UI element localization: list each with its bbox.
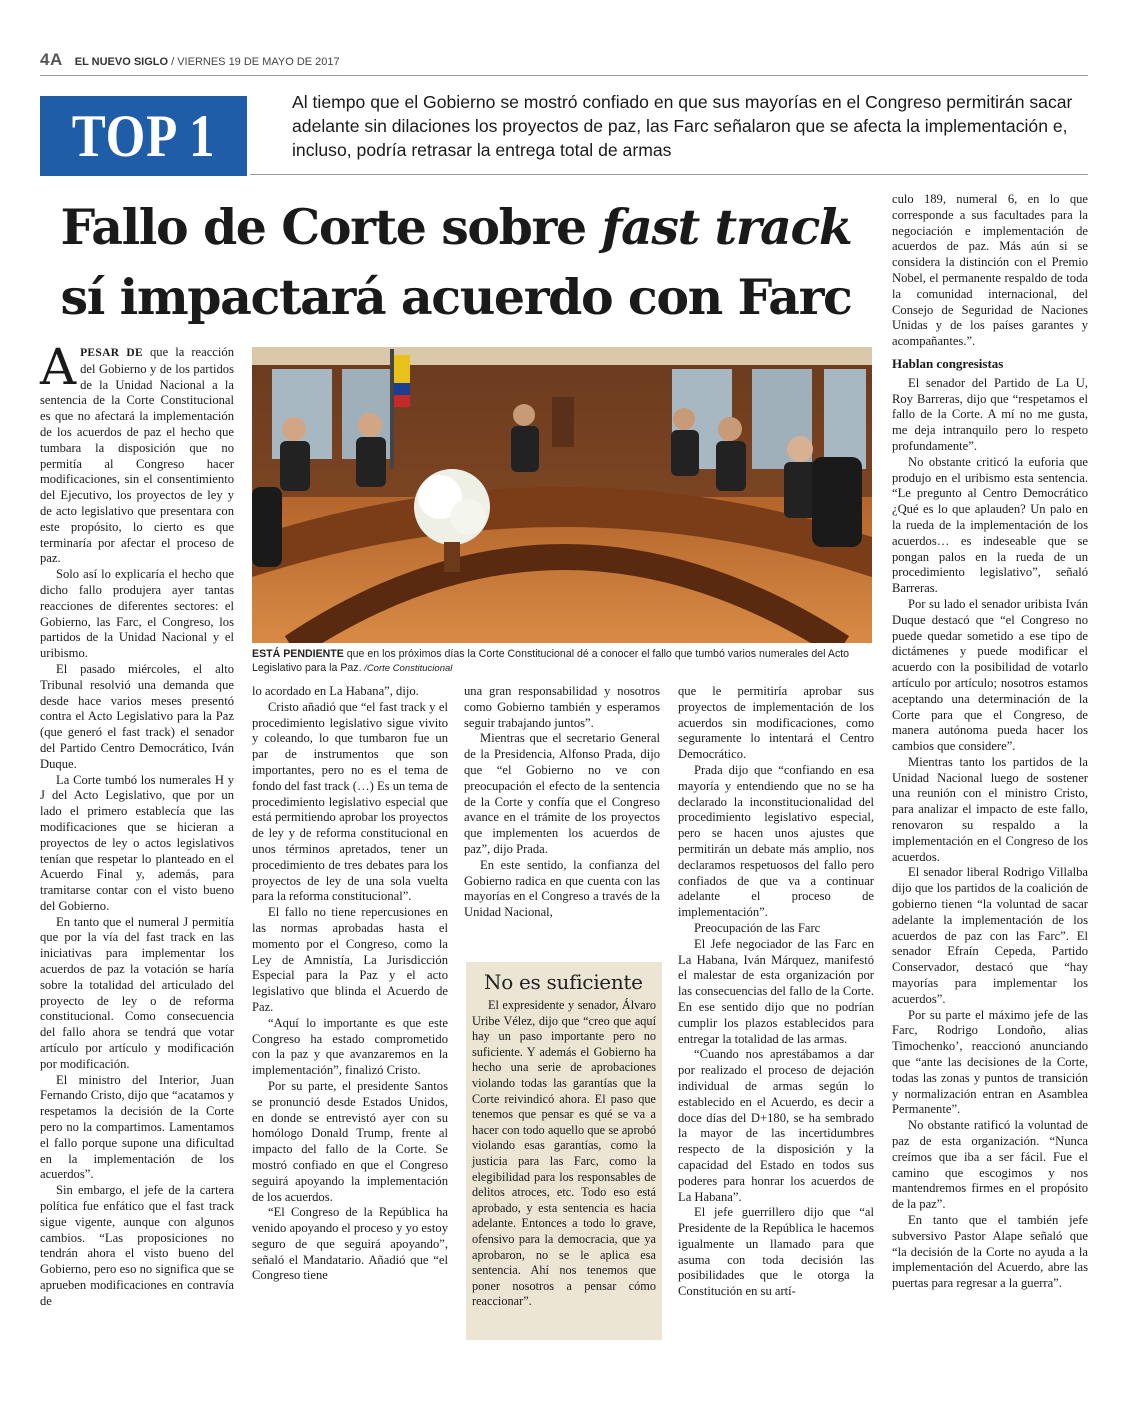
newspaper-name: EL NUEVO SIGLO (74, 56, 169, 68)
paragraph: culo 189, numeral 6, en lo que corresponde a sus facultades para la negociación e implementación de acuerdos de paz. Más aún si se considera la distinción con el Premio Nobel, el permanente respaldo de toda la comunidad internacional, del Consejo de Seguridad de Naciones Unidas y de los países garantes y acompañantes.”. (892, 192, 1088, 349)
lead-paragraph: APESAR DE que la reacción del Gobierno y de los partidos de la Unidad Nacional a la sentencia de la Corte Constitucional es que no afectará la implementación de los acuerdos de paz el hecho que tumbara la disposición que no permitía al Congreso hacer modificaciones, sin el consentimiento del Ejecutivo, los proyectos de ley y de acto legislativo que presentara con este propósito, lo cierto es que terminaría por afectar el proceso de paz. (40, 338, 234, 566)
issue-date: / VIERNES 19 DE MAYO DE 2017 (171, 56, 340, 68)
paragraph: En tanto que el numeral J permitía que por la vía del fast track en las iniciativas para implementar los acuerdos de paz la votación se haría sobre la totalidad del articulado del proyecto de ley o de reforma constitucional. Como consecuencia del fallo ahora se tendrá que votar artículo por artículo y modificación por modificación. (40, 914, 234, 1071)
standfirst: Al tiempo que el Gobierno se mostró confiado en que sus mayorías en el Congreso permitirán sacar adelante sin dilaciones los proyectos de paz, las Farc señalaron que se afecta la implementación e, incluso, podría retrasar la entrega total de armas (292, 92, 1073, 160)
subheading: Preocupación de las Farc (694, 920, 821, 935)
section-badge-label: TOP 1 (71, 103, 216, 169)
article-column-4 (678, 684, 874, 1300)
paragraph: El pasado miércoles, el alto Tribunal resolvió una demanda que desde hace varios meses presentó contra el Acto Legislativo para la Paz (que generó el fast track) el senador del Partido Centro Democrático, Iván Duque. (40, 661, 234, 771)
paragraph: El senador del Partido de La U, Roy Barreras, dijo que “respetamos el fallo de la Corte. A mí no me gusta, me deja intranquilo pero lo respeto profundamente”. (892, 375, 1088, 453)
article-column-2 (252, 684, 448, 1284)
sidebar-box (466, 962, 662, 1340)
photo-credit: /Corte Constitucional (361, 663, 453, 674)
paragraph: Sin embargo, el jefe de la cartera política fue enfático que el fast track sigue vigente, aunque con algunos cambios. “Las proposiciones no tendrán ahora el visto bueno del Gobierno, pero eso no significa que se aprueben modificaciones en contravía de (40, 1183, 234, 1308)
top-rule (40, 75, 1088, 76)
paragraph: Por su parte, el presidente Santos se pronunció desde Estados Unidos, en donde se entrevistó ayer con su homólogo Donald Trump, frente al impacto del fallo de la Corte. Se mostró confiado en que el Congreso seguirá apoyando la implementación de los acuerdos. (252, 1078, 448, 1204)
paragraph: Solo así lo explicaría el hecho que dicho fallo produjera ayer tantas reacciones de diferentes sectores: el Gobierno, las Farc, el Congreso, los partidos de la Unidad Nacional y el uribismo. (40, 567, 234, 661)
paragraph: una gran responsabilidad y nosotros como Gobierno también y esperamos seguir trabajando juntos”. (464, 684, 660, 730)
folio (40, 50, 340, 70)
paragraph: En este sentido, la confianza del Gobierno radica en que cuenta con las mayorías en el Congreso a través de la Unidad Nacional, (464, 857, 660, 920)
headline-line1: Fallo de Corte sobre (60, 198, 602, 256)
paragraph: Cristo añadió que “el fast track y el procedimiento legislativo sigue vivito y coleando, lo que tumbaron fue un par de instrumentos que son importantes, pero no es el tema de fondo del fast track (…) Es un tema de procedimiento legislativo especial que está permitiendo aprobar los proyectos de ley y de reforma constitucional en unos términos apretados, tener un procedimiento de tres debates para los proyectos de ley de una sola vuelta para la reforma constitucional”. (252, 699, 448, 904)
paragraph: Mientras que el secretario General de la Presidencia, Alfonso Prada, dijo que “el Gobierno no ve con preocupación el efecto de la sentencia de la Corte y confía que el Congreso avance en el trámite de los proyectos que implementen los acuerdos de paz”, dijo Prada. (464, 731, 660, 856)
standfirst-rule (250, 174, 1088, 175)
headline-emphasis: fast track (601, 198, 852, 256)
paragraph: que le permitiría aprobar sus proyectos de implementación de los acuerdos sin modificaciones, como seguramente lo intentará el Centro Democrático. (678, 684, 874, 762)
drop-cap: A (40, 338, 77, 396)
paragraph: lo acordado en La Habana”, dijo. (252, 684, 419, 698)
paragraph: El senador liberal Rodrigo Villalba dijo que los partidos de la coalición de gobierno tienen “la voluntad de sacar adelante la implementación de los acuerdos de paz con las Farc”. El senador Efraín Cepeda, Partido Conservador, destacó que “hay mayorías para implementar los acuerdos”. (892, 865, 1088, 1006)
paragraph: En tanto que el también jefe subversivo Pastor Alape señaló que “la decisión de la Corte no ayuda a la implementación del Acuerdo, abre las puertas para regresar a la guerra”. (892, 1213, 1088, 1291)
paragraph: “El Congreso de la República ha venido apoyando el proceso y yo estoy seguro de que seguirá apoyando”, señaló el Mandatario. Añadió que “el Congreso tiene (252, 1205, 448, 1283)
lead-in: PESAR DE (80, 347, 143, 359)
paragraph: Por su lado el senador uribista Iván Duque destacó que “el Congreso no puede quedar sometido a ese tipo de dictámenes y puede modificar el acuerdo con la posibilidad de votarlo artículo por artículo; nosotros estamos aceptando una determinación de la Corte para que el Congreso, de manera autónoma pueda hacer los cambios que considere”. (892, 596, 1088, 754)
article-column-1 (40, 338, 234, 1310)
article-column-5 (892, 192, 1088, 1292)
photo-caption (252, 647, 872, 676)
paragraph: El jefe guerrillero dijo que “al Presidente de la República le hacemos igualmente un llamado para que asuma con toda decisión las posibilidades que le otorga la Constitución en su artí- (678, 1205, 874, 1299)
courtroom-photo-illustration (252, 347, 872, 643)
paragraph: Prada dijo que “confiando en esa mayoría y entendiendo que no se ha declarado la inconstitucionalidad del procedimiento legislativo especial, pero se hacen unos ajustes que permitirán un debate más amplio, nos declaramos respetuosos del fallo pero confiados de que va a continuar adelante el proceso de implementación”. (678, 762, 874, 920)
article-column-3 (464, 684, 660, 921)
paragraph: No obstante criticó la euforia que produjo en el uribismo esta sentencia. “Le pregunto al Centro Democrático ¿Qué es lo que aplauden? Un palo en la rueda de la implementación de los acuerdos… es indeseable que se pongan palos en la rueda de un procedimiento legislativo”, señaló Barreras. (892, 454, 1088, 596)
section-badge (40, 96, 247, 176)
paragraph: El Jefe negociador de las Farc en La Habana, Iván Márquez, manifestó el malestar de esta organización por las consecuencias del fallo de la Corte. En ese sentido dijo que no podrían cumplir los plazos establecidos para entregar la totalidad de las armas. (678, 936, 874, 1046)
paragraph: “Aquí lo importante es que este Congreso ha estado comprometido con la paz y que avanzaremos en la implementación”, finalizó Cristo. (252, 1015, 448, 1078)
paragraph: El fallo no tiene repercusiones en las normas aprobadas hasta el momento por el Congreso, como la Ley de Amnistía, La Jurisdicción Especial para la Paz y el acto legislativo que blinda el Acuerdo de Paz. (252, 905, 448, 1014)
headline-line2: sí impactará acuerdo con Farc (60, 268, 852, 326)
paragraph: El ministro del Interior, Juan Fernando Cristo, dijo que “acatamos y respetamos la decisión de la Corte pero no la compartimos. Lamentamos el fallo porque supone una dificultad en la implementación de los acuerdos”. (40, 1072, 234, 1182)
paragraph: Mientras tanto los partidos de la Unidad Nacional luego de sostener una reunión con el ministro Cristo, para analizar el impacto de este fallo, renovaron su respaldo a la implementación en el Congreso de los acuerdos. (892, 754, 1088, 864)
section-heading: Hablan congresistas (892, 355, 1004, 371)
caption-text: que en los próximos días la Corte Constitucional dé a conocer el fallo que tumbó varios numerales del Acto Legislativo para la Paz. (252, 648, 850, 674)
paragraph: La Corte tumbó los numerales H y J del Acto Legislativo, que por un lado el primero establecía que las modificaciones que se hicieran a proyectos de ley o actos legislativos tenían que respetar lo planteado en el Acuerdo Final y, además, para tramitarse contar con el visto bueno del Gobierno. (40, 772, 234, 913)
page-number: 4A (40, 50, 63, 69)
headline (40, 192, 872, 332)
sidebar-body: El expresidente y senador, Álvaro Uribe Vélez, dijo que “creo que aquí hay un paso importante pero no suficiente. Y además el Gobierno ha hecho una serie de aprobaciones violando todas las garantías que la Corte reivindicó ahora. El paso que tenemos que pensar es qué se va a hacer con todo aquello que se aprobó violando esas garantías, como la justicia para las Farc, como la elegibilidad para los responsables de delitos atroces, etc. Todo eso está aprobado, y esta sentencia es hacia adelante. Entonces a todo lo grave, ofensivo para la democracia, que ya aprobaron, no se le aplica esa sentencia. Ahí nos tenemos que poner nosotros a pensar cómo reaccionar”. (472, 998, 656, 1309)
paragraph: Por su parte el máximo jefe de las Farc, Rodrigo Londoño, alias Timochenko’, reaccionó anunciando que “ante las decisiones de la Corte, todas las zonas y puntos de transición y normalización entran en Asamblea Permanente”. (892, 1007, 1088, 1117)
courtroom-photo (252, 347, 872, 643)
paragraph: “Cuando nos aprestábamos a dar por realizado el proceso de dejación individual de armas según lo establecido en el Acuerdo, es decir a doce días del D+180, se ha sembrado la mayor de las incertidumbres respecto de la disposición y la capacidad del Estado en todos sus poderes para honrar los acuerdos de La Habana”. (678, 1047, 874, 1204)
caption-lead: ESTÁ PENDIENTE (252, 648, 344, 660)
paragraph: No obstante ratificó la voluntad de paz de esta organización. “Nunca creímos que iba a ser fácil. Fue el camino que escogimos y nos mantendremos firmes en el propósito de la paz”. (892, 1118, 1088, 1212)
sidebar-title: No es suficiente (484, 970, 643, 994)
